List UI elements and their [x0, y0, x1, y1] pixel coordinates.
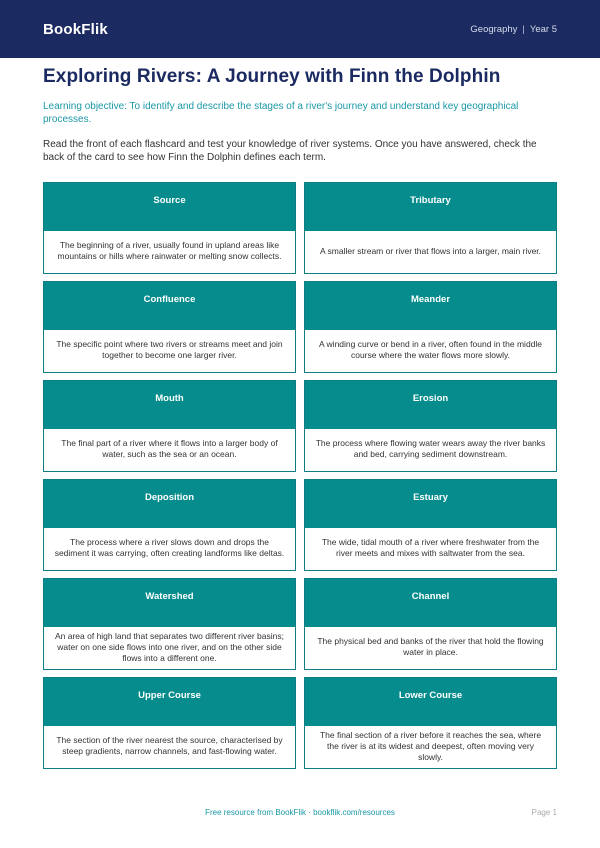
flashcard[interactable]	[43, 281, 296, 373]
flashcard[interactable]	[304, 281, 557, 373]
flashcard[interactable]	[43, 182, 296, 274]
flashcard[interactable]	[304, 677, 557, 769]
header-meta	[470, 24, 557, 35]
flashcard-definition: The process where a river slows down and drops the sediment it was carrying, often creating landforms like deltas.	[54, 537, 285, 558]
flashcard-term: Channel	[305, 579, 556, 627]
flashcard-definition: A smaller stream or river that flows into a larger, main river.	[319, 245, 542, 256]
footer-link[interactable]: Free resource from BookFlik · bookflik.com/resources	[205, 808, 395, 817]
page-number: Page 1	[531, 808, 557, 817]
flashcard[interactable]	[43, 578, 296, 670]
page-title: Exploring Rivers: A Journey with Finn the Dolphin	[43, 66, 501, 87]
flashcard[interactable]	[304, 380, 557, 472]
flashcard-definition: The section of the river nearest the source, characterised by steep gradients, narrow channels, and fast-flowing water.	[56, 735, 283, 756]
flashcard[interactable]	[304, 578, 557, 670]
flashcard-term: Erosion	[305, 381, 556, 429]
flashcard-definition: A winding curve or bend in a river, often found in the middle course where the water flows more slowly.	[318, 339, 543, 360]
meta-separator: |	[522, 23, 525, 35]
year-label: Year 5	[529, 23, 557, 35]
flashcard-term: Lower Course	[305, 678, 556, 726]
flashcard-definition: The final part of a river where it flows into a larger body of water, such as the sea or an ocean.	[61, 438, 278, 459]
flashcard-term: Tributary	[305, 183, 556, 231]
flashcard-definition: The specific point where two rivers or streams meet and join together to become one larger river.	[56, 339, 283, 360]
flashcard-term: Mouth	[44, 381, 295, 429]
learning-objective: Learning objective: To identify and describe the stages of a river's journey and understand key geographical processes.	[43, 101, 519, 125]
flashcard-term: Upper Course	[44, 678, 295, 726]
flashcard-definition: The final section of a river before it reaches the sea, where the river is at its widest and deepest, often moving very slowly.	[319, 729, 542, 762]
flashcard-definition: The physical bed and banks of the river that hold the flowing water in place.	[317, 636, 544, 657]
flashcard-definition: The wide, tidal mouth of a river where freshwater from the river meets and mixes with saltwater from the sea.	[321, 537, 540, 558]
flashcard[interactable]	[43, 479, 296, 571]
flashcard-term: Deposition	[44, 480, 295, 528]
flashcard-definition: The process where flowing water wears away the river banks and bed, carrying sediment downstream.	[315, 438, 546, 459]
flashcard[interactable]	[304, 479, 557, 571]
flashcard[interactable]	[43, 380, 296, 472]
flashcard-definition: An area of high land that separates two different river basins; water on one side flows into one river, and on the other side flows into a different one.	[54, 630, 284, 663]
brand-logo[interactable]: BookFlik	[43, 20, 108, 38]
flashcard-term: Meander	[305, 282, 556, 330]
flashcard[interactable]	[43, 677, 296, 769]
instructions: Read the front of each flashcard and test your knowledge of river systems. Once you have answered, check the back of the card to see how Finn the Dolphin defines each term.	[43, 139, 537, 163]
flashcard-term: Watershed	[44, 579, 295, 627]
flashcard-definition: The beginning of a river, usually found in upland areas like mountains or hills where rainwater or melting snow collects.	[57, 240, 282, 261]
flashcard[interactable]	[304, 182, 557, 274]
header-bar	[0, 0, 600, 58]
subject-label: Geography	[470, 23, 518, 35]
flashcard-grid	[43, 182, 557, 769]
flashcard-term: Source	[44, 183, 295, 231]
flashcard-term: Confluence	[44, 282, 295, 330]
flashcard-term: Estuary	[305, 480, 556, 528]
